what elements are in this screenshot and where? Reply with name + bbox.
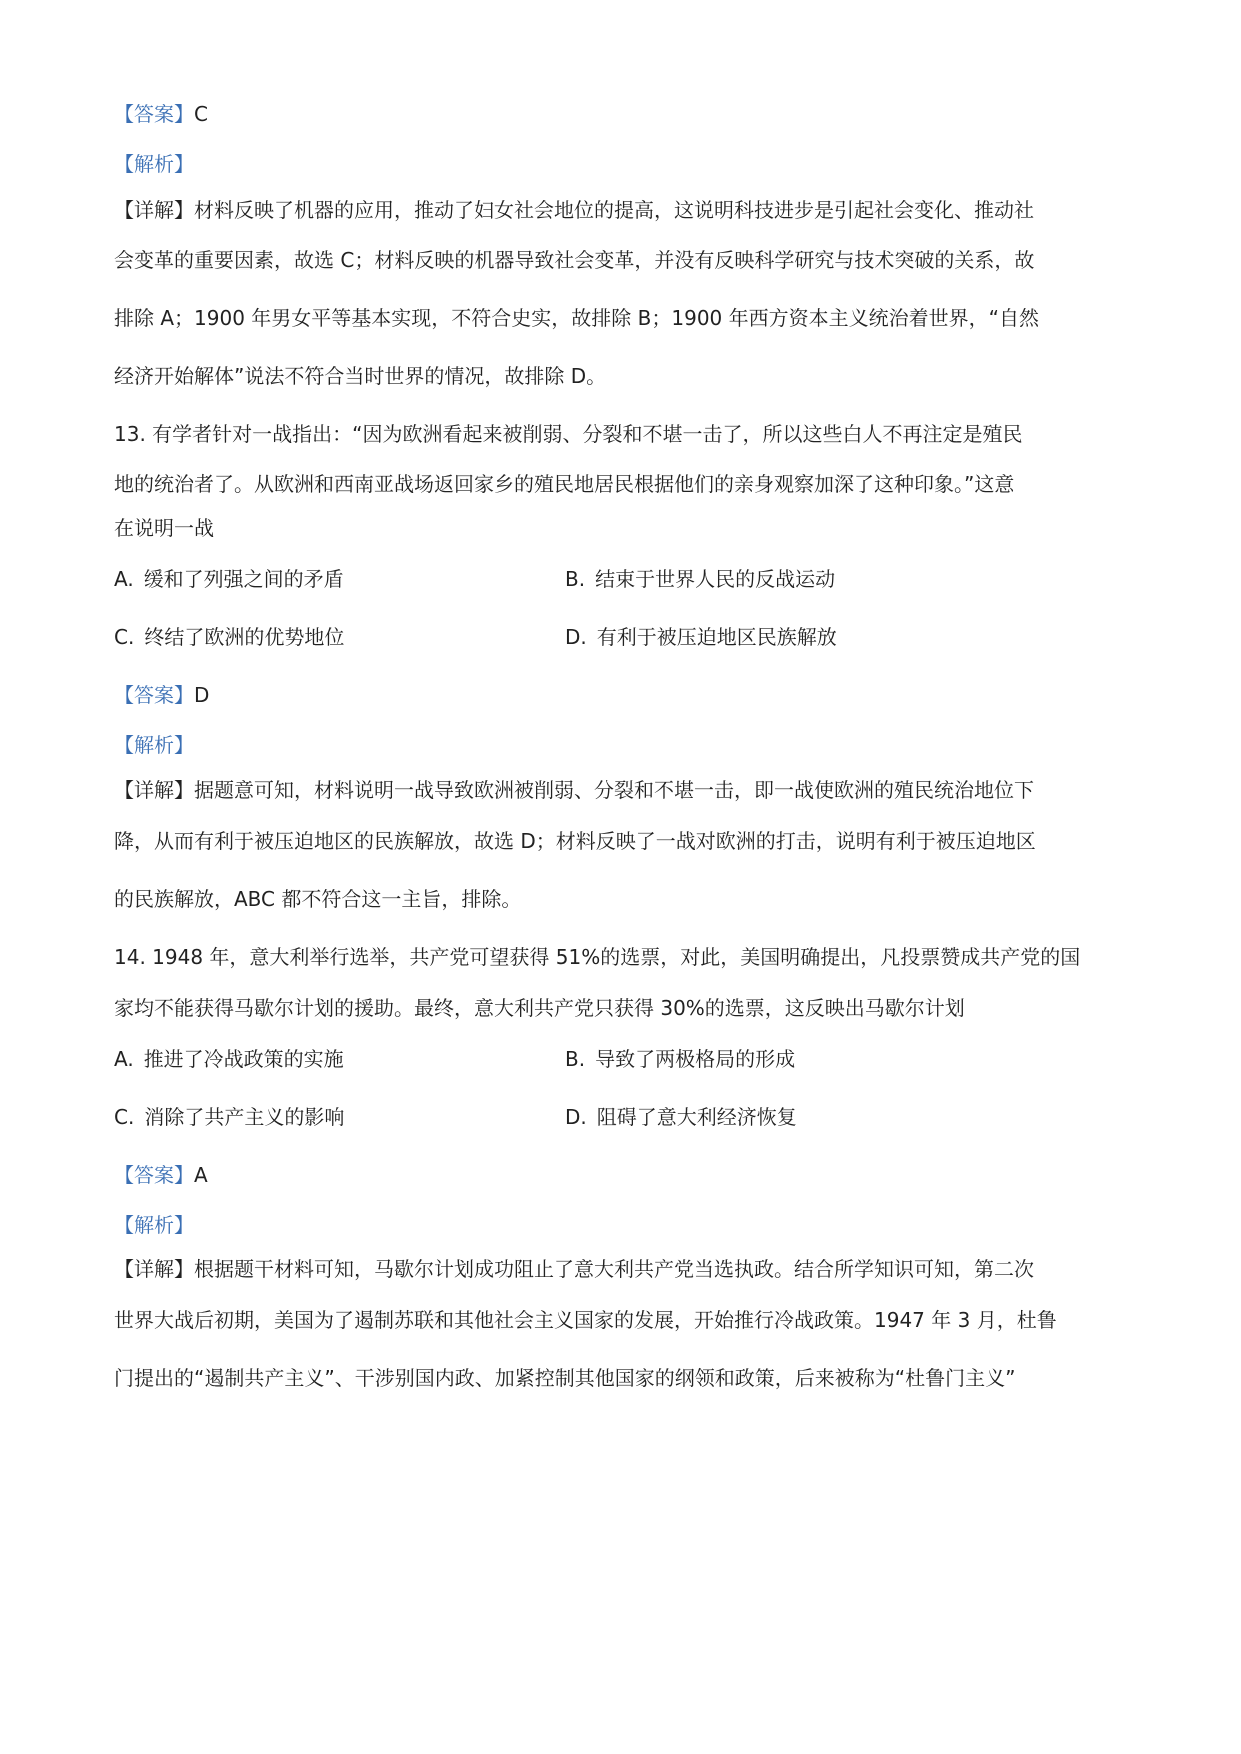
- detail-text: 据题意可知，材料说明一战导致欧洲被削弱、分裂和不堪一击，即一战使欧洲的殖民统治地位下: [194, 778, 1034, 802]
- q13-detail-line: [114, 776, 1034, 804]
- q13-detail-line: 的民族解放，ABC 都不符合这一主旨，排除。: [114, 887, 522, 911]
- answer-tag: 【答案】: [114, 1163, 194, 1187]
- option-letter: D.: [565, 625, 587, 649]
- detail-tag: 【详解】: [114, 778, 194, 802]
- option-letter: C.: [114, 625, 135, 649]
- option-letter: B.: [565, 567, 586, 591]
- analysis-tag: 【解析】: [114, 1213, 194, 1237]
- option-text: 推进了冷战政策的实施: [143, 1047, 344, 1071]
- answer-value: D: [194, 683, 210, 707]
- detail-tag: 【详解】: [114, 198, 194, 222]
- option-text: 缓和了列强之间的矛盾: [143, 567, 344, 591]
- q14-detail-line: [114, 1255, 1034, 1283]
- detail-tag: 【详解】: [114, 1257, 194, 1281]
- q12-detail-line: [114, 196, 1034, 224]
- q13-stem-line: 13. 有学者针对一战指出：“因为欧洲看起来被削弱、分裂和不堪一击了，所以这些白人不再注定是殖民: [114, 422, 1023, 446]
- answer-tag: 【答案】: [114, 102, 194, 126]
- q14-option-b: [565, 1045, 795, 1073]
- q13-option-d: [565, 623, 837, 651]
- option-letter: D.: [565, 1105, 587, 1129]
- q12-analysis: [114, 150, 194, 178]
- option-letter: A.: [114, 567, 134, 591]
- q14-option-a: [114, 1045, 344, 1073]
- detail-text: 材料反映了机器的应用，推动了妇女社会地位的提高，这说明科技进步是引起社会变化、推动社: [194, 198, 1034, 222]
- q14-stem-line: 14. 1948 年，意大利举行选举，共产党可望获得 51%的选票，对此，美国明确提出，凡投票赞成共产党的国: [114, 945, 1081, 969]
- q13-analysis: [114, 731, 194, 759]
- option-letter: C.: [114, 1105, 135, 1129]
- option-text: 终结了欧洲的优势地位: [144, 625, 345, 649]
- q12-detail-line: 排除 A；1900 年男女平等基本实现，不符合史实，故排除 B；1900 年西方资本主义统治着世界，“自然: [114, 306, 1039, 330]
- q13-option-a: [114, 565, 344, 593]
- q14-answer: [114, 1161, 208, 1189]
- analysis-tag: 【解析】: [114, 152, 194, 176]
- option-letter: A.: [114, 1047, 134, 1071]
- answer-value: A: [194, 1163, 208, 1187]
- option-text: 有利于被压迫地区民族解放: [596, 625, 837, 649]
- q14-option-c: [114, 1103, 344, 1131]
- option-text: 结束于世界人民的反战运动: [595, 567, 836, 591]
- q13-option-c: [114, 623, 344, 651]
- q13-stem-line: 地的统治者了。从欧洲和西南亚战场返回家乡的殖民地居民根据他们的亲身观察加深了这种印象。”这意: [114, 472, 1015, 496]
- q14-detail-line: 门提出的“遏制共产主义”、干涉别国内政、加紧控制其他国家的纲领和政策，后来被称为“杜鲁门主义”: [114, 1366, 1016, 1390]
- answer-tag: 【答案】: [114, 683, 194, 707]
- option-letter: B.: [565, 1047, 586, 1071]
- analysis-tag: 【解析】: [114, 733, 194, 757]
- detail-text: 根据题干材料可知，马歇尔计划成功阻止了意大利共产党当选执政。结合所学知识可知，第二次: [194, 1257, 1034, 1281]
- q13-detail-line: 降，从而有利于被压迫地区的民族解放，故选 D；材料反映了一战对欧洲的打击，说明有利于被压迫地区: [114, 829, 1036, 853]
- answer-value: C: [194, 102, 208, 126]
- option-text: 导致了两极格局的形成: [595, 1047, 796, 1071]
- q14-stem-line: 家均不能获得马歇尔计划的援助。最终，意大利共产党只获得 30%的选票，这反映出马歇尔计划: [114, 996, 965, 1020]
- q12-answer: [114, 100, 208, 128]
- option-text: 消除了共产主义的影响: [144, 1105, 345, 1129]
- q13-answer: [114, 681, 209, 709]
- q12-detail-line: 经济开始解体”说法不符合当时世界的情况，故排除 D。: [114, 364, 607, 388]
- q14-option-d: [565, 1103, 797, 1131]
- q12-detail-line: 会变革的重要因素，故选 C；材料反映的机器导致社会变革，并没有反映科学研究与技术突破的关系，故: [114, 248, 1035, 272]
- q14-analysis: [114, 1211, 194, 1239]
- option-text: 阻碍了意大利经济恢复: [596, 1105, 797, 1129]
- q14-detail-line: 世界大战后初期，美国为了遏制苏联和其他社会主义国家的发展，开始推行冷战政策。1947 年 3 月，杜鲁: [114, 1308, 1057, 1332]
- q13-option-b: [565, 565, 835, 593]
- q13-stem-line: 在说明一战: [114, 516, 214, 540]
